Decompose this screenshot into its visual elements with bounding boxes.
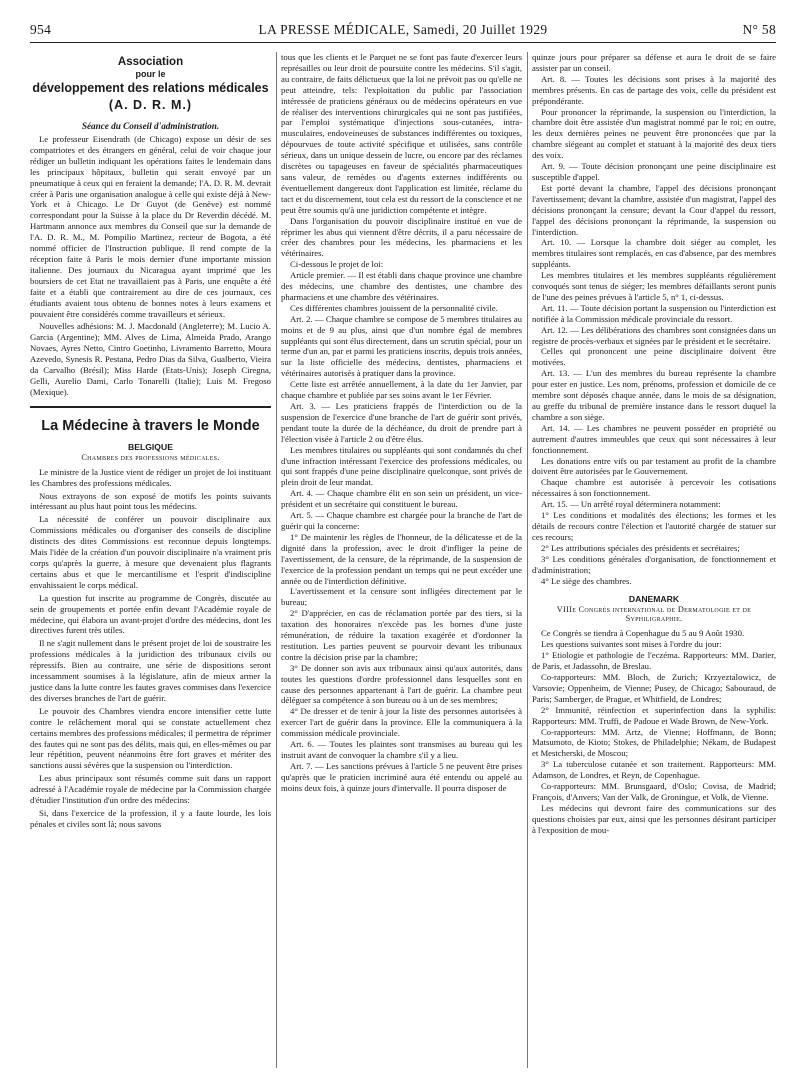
paragraph: La question fut inscrite au programme de Congrès, discutée au sein de groupements et portée enfin devant l'Académie royale de médecine, qui élabora un avant-projet d'ordre des médecins, dont les directives furent très utiles.: [30, 592, 271, 636]
paragraph: Ces différentes chambres jouissent de la personnalité civile.: [290, 302, 498, 313]
agenda-item: Co-rapporteurs: MM. Artz, de Vienne; Hoffmann, de Bonn; Matsumoto, de Kioto; Stokes, de Philadelphie; Nékam, de Budapest et Mestcherski, de Moscou;: [532, 726, 776, 759]
column-3: [532, 52, 776, 836]
article: Art. 14. — Les chambres ne peuvent posséder en propriété ou autrement d'autres immeubles que ceux qui sont nécessaires à leur fonctionnement.: [532, 422, 776, 455]
assoc-line: pour le: [135, 69, 166, 79]
paragraph: Le professeur Eisendrath (de Chicago) expose un désir de ses compatriotes et des étrangers en général, celui de voir chaque jour rédiger un bulletin indiquant les opérations faites le lendemain dans les principaux hôpitaux, bulletin qui serait envoyé par un pneumatique à ceux qui en feraient la demande; l'A. D. R. M. devrait créer à Paris une organisation analogue à celle qui existe déjà à New-York et à Chicago. Le Dr Guyot (de Genève) est nommé correspondant pour la Suisse à la place du Dr Reverdin décédé. M. Hartmann annonce aux membres du Conseil que sur la demande de l'A. D. R. M., M. Pompilio Martinez, recteur de Bogota, a été nommé officier de l'Instruction publique. Il rend compte de la réception faite à Paris le mois dernier d'une importante mission italienne. Des journaux du Nicaragua ayant imprimé que les boursiers de cet Etat ne travaillaient pas à Paris, une enquête a été faite et a établi que contrairement au dire de ces journaux, ces étudiants avaient tous obtenu de bonnes notes à leurs examens et pouvaient être considérés comme travailleurs et sérieux.: [30, 134, 271, 319]
paragraph: Ci-dessous le projet de loi:: [290, 259, 384, 270]
paragraph: Cette liste est arrêtée annuellement, à la date du 1er Janvier, par chaque chambre et publiée par ses soins avant le 1er Février.: [281, 379, 522, 401]
agenda-item: Co-rapporteurs: MM. Brunsgaard, d'Oslo; Covisa, de Madrid; François, d'Anvers; Van der Valk, de Groningue, et Volk, de Vienne.: [532, 781, 776, 802]
paragraph: Nouvelles adhésions: M. J. Macdonald (Angleterre); M. Lucio A. Garcia (Argentine); MM. Alves de Lima, Almeida Prado, Arango Novaes, Ayres Netto, Cintro Goetinho, Livramento Barretto, Moura Azevedo, Synesis R. Pestana, Pedro Dias da Silva, Gualberto, Vieira da Carvalho (Brésil); Miss Harde (Etats-Unis); Joseph Ciregna, Gelli, Aurelio Dami, Carlo Tonarelli (Italie); Luis M. Fregoso (Mexique).: [30, 321, 271, 397]
article: Art. 8. — Toutes les décisions sont prises à la majorité des membres présents. En cas de partage des voix, celle du président est prépondérante.: [532, 73, 776, 106]
article-item: 4° De dresser et de tenir à jour la liste des personnes autorisées à exercer l'art de guérir dans la province. Elle la communiquera à la commission médicale provinciale.: [281, 706, 522, 739]
paragraph: Pour prononcer la réprimande, la suspension ou l'interdiction, la chambre doit être assistée d'un magistrat nommé par le roi; en outre, les deux dernières peines ne peuvent être prononcées que par la chambre siégeant au complet et statuant à la majorité des deux tiers des voix.: [532, 106, 776, 161]
column-rule: [527, 52, 528, 1068]
paragraph: Dans l'organisation du pouvoir disciplinaire institué en vue de réprimer les abus qui viennent d'être décrits, il a paru nécessaire de créer des chambres pour les médecins, les pharmaciens et les vétérinaires.: [281, 215, 522, 259]
paragraph: Si, dans l'exercice de la profession, il y a faute lourde, les lois pénales et civiles sont là; nous savons: [30, 807, 271, 829]
column-2: [281, 52, 522, 794]
running-header: [30, 20, 776, 43]
paragraph: Les médecins qui devront faire des communications sur des questions choisies par eux, ainsi que les personnes désirant participer à l'exposition de mou-: [532, 802, 776, 835]
article-item: 3° De donner son avis aux tribunaux ainsi qu'aux autorités, dans toutes les questions d'ordre professionnel dans lesquelles sont en cause des personnes appartenant à l'art de guérir. La chambre peut déléguer sa compétence à son bureau ou à un de ses membres;: [281, 662, 522, 706]
section-divider: [30, 406, 271, 408]
agenda-item: Co-rapporteurs: MM. Bloch, de Zurich; Krzyeztalowicz, de Varsovie; Oppenheim, de Vienne; Pusey, de Chicago; Sabouraud, de Paris; Samberger, de Prague, et Whitfield, de Londres;: [532, 672, 776, 704]
section-subheading: Séance du Conseil d'administration.: [81, 121, 220, 131]
article-item: L'avertissement et la censure sont infligées directement par le bureau;: [281, 586, 522, 608]
paragraph: Les questions suivantes sont mises à l'ordre du jour:: [541, 639, 722, 650]
article: Art. 2. — Chaque chambre se compose de 5 membres titulaires au moins et de 9 au plus, ainsi que d'un nombre égal de membres suppléants qui sont élus directement, dans un scrutin spécial, pour un terme d'un an, par et parmi les praticiens inscrits, depuis trois années, sur la liste officielle des médecins, dentistes, pharmaciens et vétérinaires autorisés à pratiquer dans la province.: [281, 313, 522, 379]
paragraph: Il ne s'agit nullement dans le présent projet de loi de soustraire les professions médicales à la juridiction des tribunaux civils ou répressifs. Bien au contraire, une série de dispositions seront incessamment soumises à la législature, afin de mieux armer la justice dans la lutte contre les fautes graves commises dans l'exercice des diverses branches de l'art de guérir.: [30, 638, 271, 703]
article: Article premier. — Il est établi dans chaque province une chambre des médecins, une chambre des dentistes, une chambre des pharmaciens et une chambre des vétérinaires.: [281, 270, 522, 302]
article-item: 3° Les conditions générales d'organisation, de fonctionnement et d'administration;: [532, 553, 776, 575]
article: Art. 3. — Les praticiens frappés de l'interdiction ou de la suspension de l'exercice d'une branche de l'art de guérir sont privés, pendant toute la durée de la déchéance, du droit de prendre part à l'élection visée à l'article 2 ou d'être élus.: [281, 401, 522, 444]
article: Art. 4. — Chaque chambre élit en son sein un président, un vice-président et un secrétaire qui constituent le bureau.: [281, 488, 522, 510]
paragraph: Les donations entre vifs ou par testament au profit de la chambre doivent être autorisées par le Gouvernement.: [532, 455, 776, 477]
topic-subtitle: Chambres des professions médicales.: [81, 452, 220, 462]
section-title: La Médecine à travers le Monde: [41, 417, 260, 434]
paragraph: Celles qui prononcent une peine disciplinaire doivent être motivées.: [532, 346, 776, 368]
article: Art. 11. — Toute décision portant la suspension ou l'interdiction est notifiée à la Commission médicale provinciale du ressort.: [532, 302, 776, 324]
paragraph: Nous extrayons de son exposé de motifs les points suivants intéressant au plus haut point tous les médecins.: [30, 490, 271, 512]
agenda-item: 3° La tuberculose cutanée et son traitement. Rapporteurs: MM. Adamson, de Londres, et Reyn, de Copenhague.: [532, 759, 776, 781]
paragraph: Les abus principaux sont résumés comme suit dans un rapport adressé à l'Académie royale de médecine par la Commission chargée d'étudier l'institution d'un ordre des médecins:: [30, 773, 271, 806]
paragraph: Est porté devant la chambre, l'appel des décisions prononçant l'avertissement; devant la chambre, assistée d'un magistrat, l'appel des décisions prononçant la censure; devant la Cour d'appel du ressort, l'appel des décisions prononçant la réprimande, la suspension ou l'interdiction.: [532, 182, 776, 237]
country-heading: BELGIQUE: [128, 441, 173, 452]
column-rule: [276, 52, 277, 1068]
article: Art. 12. — Les délibérations des chambres sont consignées dans un registre de procès-verbaux et signées par le président et le secrétaire.: [532, 324, 776, 346]
article: Art. 15. — Un arrêté royal déterminera notamment:: [541, 499, 721, 510]
paragraph: Le ministre de la Justice vient de rédiger un projet de loi instituant les Chambres des professions médicales.: [30, 466, 271, 488]
agenda-item: 1° Etiologie et pathologie de l'eczéma. Rapporteurs: MM. Darier, de Paris, et Jadassohn, de Breslau.: [532, 650, 776, 672]
article: Art. 10. — Lorsque la chambre doit siéger au complet, les membres titulaires sont remplacés, en cas d'absence, par des membres suppléants.: [532, 237, 776, 270]
article: Art. 7. — Les sanctions prévues à l'article 5 ne peuvent être prises qu'après que le praticien incriminé aura été entendu ou appelé au moins deux fois, à quinze jours d'intervalle. Il pourra disposer de: [281, 760, 522, 793]
paragraph: Les membres titulaires et les membres suppléants régulièrement convoqués sont tenus de siéger; les membres défaillants seront punis de l'une des peines prévues à l'article 5, n° 1, ci-dessus.: [532, 270, 776, 302]
assoc-line: développement des relations médicales: [32, 81, 269, 95]
article-item: 1° Les conditions et modalités des élections; les formes et les détails de recours contre l'élection et l'autorité chargée de statuer sur ces recours;: [532, 510, 776, 542]
issue-number: N° 58: [742, 22, 776, 37]
assoc-line: Association: [117, 56, 184, 68]
article: Art. 9. — Toute décision prononçant une peine disciplinaire est susceptible d'appel.: [532, 161, 776, 182]
paragraph: Le pouvoir des Chambres viendra encore intensifier cette lutte contre le relâchement moral qui se constate actuellement chez certains membres des professions médicales; il permettra de réprimer des fautes qui ne sont pas des délits, mais qui, en elles-mêmes ou par leur répétition, peuvent néanmoins être fort graves et mériter des sanctions aussi sévères que la suspension ou l'interdiction.: [30, 705, 271, 771]
article: Art. 13. — L'un des membres du bureau représente la chambre pour ester en justice. Les nom, prénoms, profession et domicile de ce membre sont déposés chaque année, dans le mois de sa désignation, au greffe du tribunal de première instance dans le ressort duquel la chambre a son siège.: [532, 368, 776, 422]
article-item: 2° D'apprécier, en cas de réclamation portée par des tiers, si la taxation des honoraires n'excède pas les bornes d'une juste rémunération, de réduire la taxation exagérée et d'ordonner la restitution. Les parties peuvent se pourvoir devant les tribunaux contre la décision prise par la chambre;: [281, 608, 522, 662]
page-number: 954: [30, 22, 52, 37]
congress-heading: VIIIe Congrès international de Dermatologie et de Syphiligraphie.: [556, 605, 752, 624]
paragraph: Ce Congrès se tiendra à Copenhague du 5 au 9 Août 1930.: [541, 628, 745, 639]
association-heading: [30, 55, 271, 114]
country-heading: DANEMARK: [628, 594, 680, 605]
agenda-item: 2° Immunité, réinfection et superinfection dans la syphilis: Rapporteurs: MM. Truffi, de Padoue et Wade Brown, de New-York.: [532, 704, 776, 726]
paragraph: La nécessité de conférer un pouvoir disciplinaire aux Commissions médicales ou d'organiser des conseils de discipline distincts des dites Commissions est reconnue depuis longtemps. Mais l'idée de la création d'un pouvoir disciplinaire n'a vraiment pris corps qu'après la guerre, à mesure que devenaient plus flagrants certains abus et que le mercantilisme et l'esprit d'indiscipline envahissaient le corps médical.: [30, 514, 271, 590]
article-item: 1° De maintenir les règles de l'honneur, de la délicatesse et de la dignité dans la profession, avec le droit d'infliger la peine de l'avertissement, de la censure, de la réprimande, de la suspension de l'exercice de la profession pendant un temps qui ne peut excéder une année ou de l'interdiction définitive.: [281, 531, 522, 586]
paragraph: tous que les clients et le Parquet ne se font pas faute d'exercer leurs représailles ou leur droit de poursuite contre les médecins. S'il s'agit, au contraire, de faits délictueux que la loi ne prévoit pas ou qu'elle ne peut atteindre, tels: l'exploitation du public par l'association intéressée de praticiens généraux ou de médecins opérateurs en vue de réaliser des interventions chirurgicales qui ne sont pas justifiées, par l'emploi systématique d'injections sous-cutanées, intra-musculaires, endoveineuses de substances indifférentes ou toxiques, dépourvues de toute activité spécifique et utilisées, sans contrôle sérieux, dans un unique dessein de lucre, ou encore par des réclames discrètes ou tapageuses en faveur de spécialités pharmaceutiques sans valeur, de remèdes ou d'agents externes indifférents ou éventuellement dangereux dont l'application est limitée, réclame du tact et du discernement, tout cela est du ressort de la conscience et ne peut être soumis qu'à une juridiction compétente et intègre.: [281, 52, 522, 215]
column-1: [30, 52, 271, 832]
assoc-acronym: (A. D. R. M.): [108, 98, 193, 112]
article: Art. 5. — Chaque chambre est chargée pour la branche de l'art de guérir qui la concerne:: [281, 510, 522, 531]
article-item: 4° Le siège des chambres.: [541, 575, 632, 586]
article-item: 2° Les attributions spéciales des présidents et secrétaires;: [541, 542, 740, 553]
paragraph: quinze jours pour préparer sa défense et aura le droit de se faire assister par un conseil.: [532, 52, 776, 73]
article: Art. 6. — Toutes les plaintes sont transmises au bureau qui les instruit avant de convoquer la chambre s'il y a lieu.: [281, 739, 522, 760]
paragraph: Les membres titulaires ou suppléants qui sont condamnés du chef d'une infraction intéressant l'exercice des professions médicales, ou qui sont frappés d'une peine disciplinaire quelconque, sont privés de plein droit de leur mandat.: [281, 444, 522, 488]
spacer: [532, 586, 776, 592]
journal-title: LA PRESSE MÉDICALE, Samedi, 20 Juillet 1929: [258, 22, 548, 37]
paragraph: Chaque chambre est autorisée à percevoir les cotisations nécessaires à son fonctionnement.: [532, 477, 776, 499]
